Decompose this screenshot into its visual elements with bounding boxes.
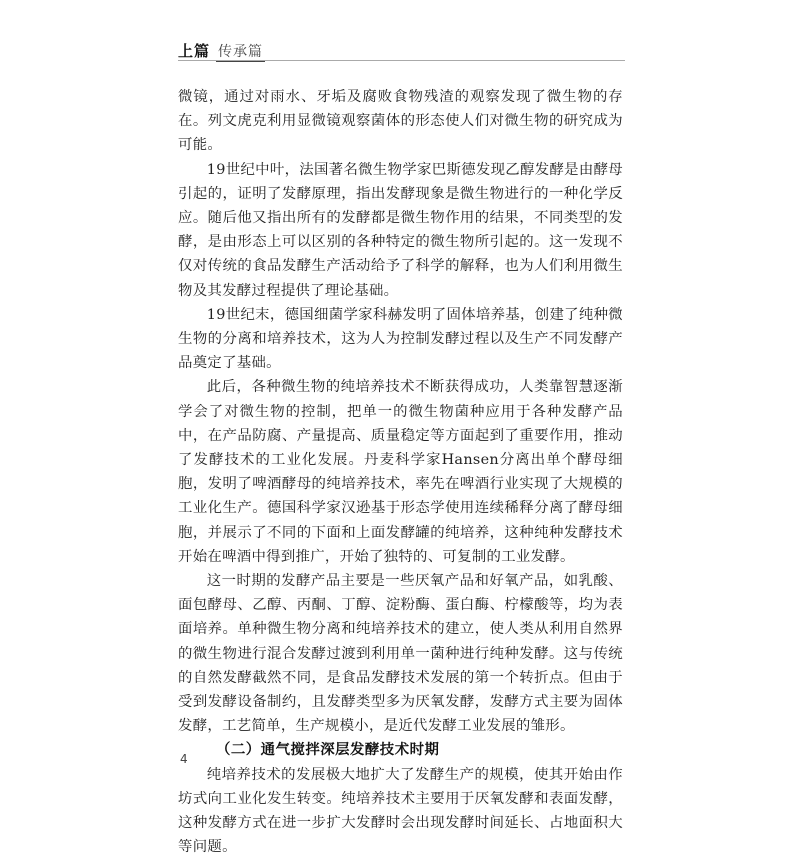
paragraph-4: 此后，各种微生物的纯培养技术不断获得成功，人类靠智慧逐渐学会了对微生物的控制，把单一的微生物菌种应用于各种发酵产品中，在产品防腐、产量提高、质量稳定等方面起到了重要作用，推动了发酵技术的工业化发展。丹麦科学家Hansen分离出单个酵母细胞，发明了啤酒酵母的纯培养技术，率先在啤酒行业实现了大规模的工业化生产。德国科学家汉逊基于形态学使用连续稀释分离了酵母细胞，并展示了不同的下面和上面发酵罐的纯培养，这种纯种发酵技术开始在啤酒中得到推广，开始了独特的、可复制的工业发酵。 [178, 379, 623, 565]
running-header [178, 40, 265, 62]
paragraph-2: 19世纪中叶，法国著名微生物学家巴斯德发现乙醇发酵是由酵母引起的，证明了发酵原理，指出发酵现象是微生物进行的一种化学反应。随后他又指出所有的发酵都是微生物作用的结果，不同类型的发酵，是由形态上可以区别的各种特定的微生物所引起的。这一发现不仅对传统的食品发酵生产活动给予了科学的解释，也为人们利用微生物及其发酵过程提供了理论基础。 [178, 161, 623, 299]
header-rule [178, 60, 625, 61]
section-heading: （二）通气搅拌深层发酵技术时期 [216, 742, 440, 759]
page-number: 4 [180, 752, 188, 766]
paragraph-3: 19世纪末，德国细菌学家科赫发明了固体培养基，创建了纯种微生物的分离和培养技术，这为人为控制发酵过程以及生产不同发酵产品奠定了基础。 [178, 306, 623, 372]
paragraph-1: 微镜，通过对雨水、牙垢及腐败食物残渣的观察发现了微生物的存在。列文虎克利用显微镜观察菌体的形态使人们对微生物的研究成为可能。 [178, 89, 623, 154]
header-section-label: 传承篇 [216, 41, 265, 62]
header-part-label: 上篇 [178, 42, 211, 60]
paragraph-5: 这一时期的发酵产品主要是一些厌氧产品和好氧产品，如乳酸、面包酵母、乙醇、丙酮、丁醇、淀粉酶、蛋白酶、柠檬酸等，均为表面培养。单种微生物分离和纯培养技术的建立，使人类从利用自然界的微生物进行混合发酵过渡到利用单一菌种进行纯种发酵。这与传统的自然发酵截然不同，是食品发酵技术发展的第一个转折点。但由于受到发酵设备制约，且发酵类型多为厌氧发酵，发酵方式主要为固体发酵，工艺简单，生产规模小，是近代发酵工业发展的雏形。 [178, 573, 623, 735]
paragraph-6: 纯培养技术的发展极大地扩大了发酵生产的规模，使其开始由作坊式向工业化发生转变。纯培养技术主要用于厌氧发酵和表面发酵，这种发酵方式在进一步扩大发酵时会出现发酵时间延长、占地面积大等问题。 [178, 766, 623, 856]
page-body [178, 85, 623, 860]
